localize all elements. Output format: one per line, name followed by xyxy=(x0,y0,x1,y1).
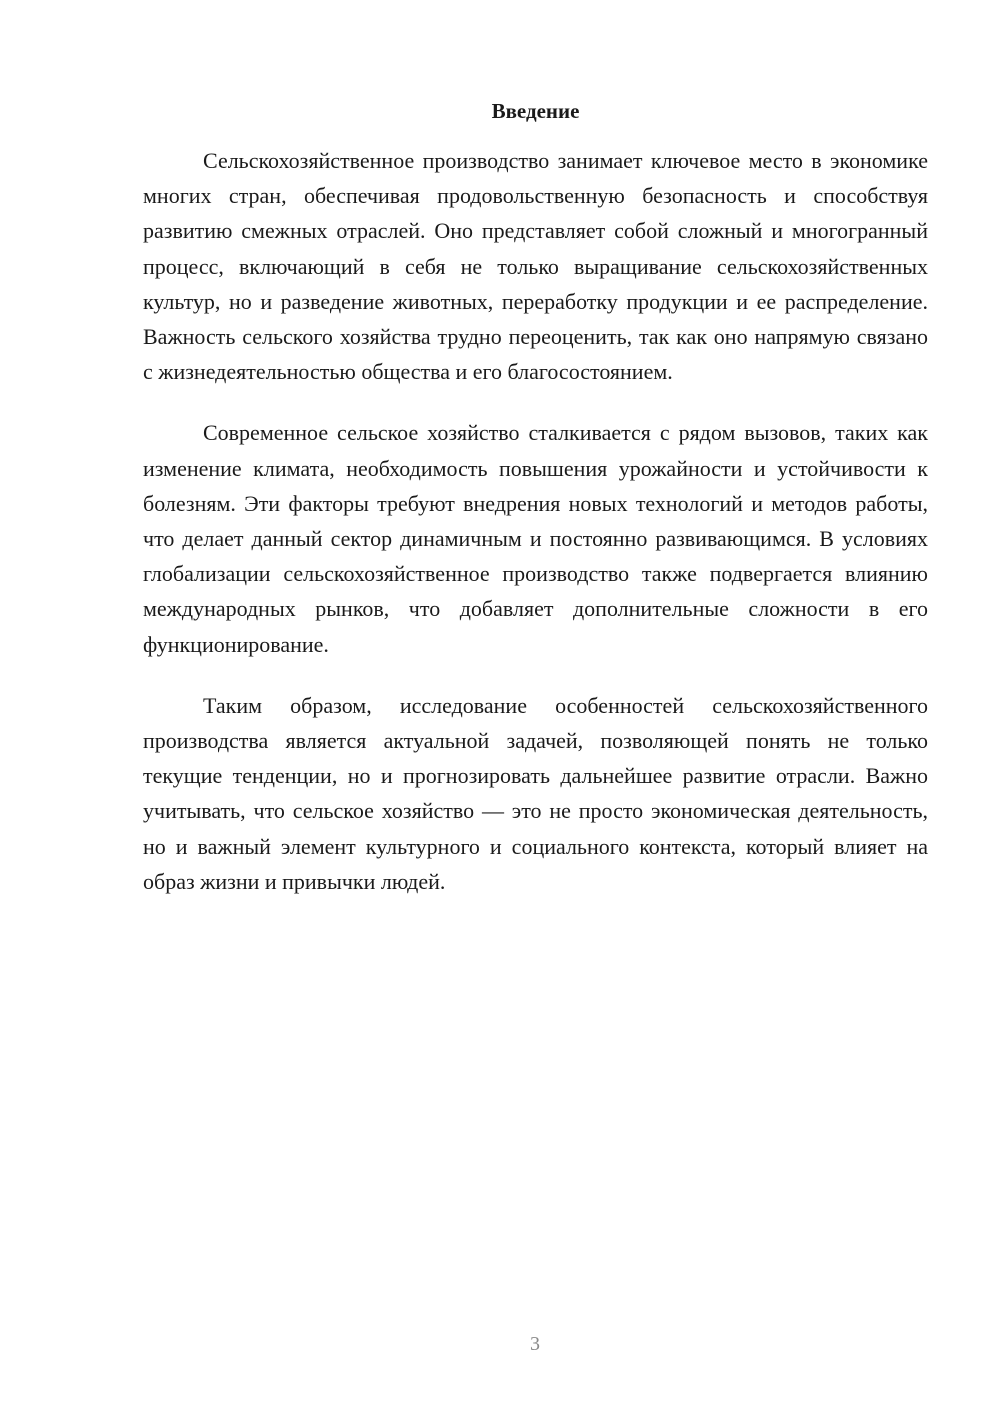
page-number: 3 xyxy=(530,1333,540,1355)
paragraph-1: Сельскохозяйственное производство занимает ключевое место в экономике многих стран, обеспечивая продовольственную безопасность и способствуя развитию смежных отраслей. Оно представляет собой сложный и многогранный процесс, включающий в себя не только выращивание сельскохозяйственных культур, но и разведение животных, переработку продукции и ее распределение. Важность сельского хозяйства трудно переоценить, так как оно напрямую связано с жизнедеятельностью общества и его благосостоянием. xyxy=(143,148,928,385)
section-heading: Введение xyxy=(491,99,580,123)
paragraph-2: Современное сельское хозяйство сталкивается с рядом вызовов, таких как изменение климата, необходимость повышения урожайности и устойчивости к болезням. Эти факторы требуют внедрения новых технологий и методов работы, что делает данный сектор динамичным и постоянно развивающимся. В условиях глобализации сельскохозяйственное производство также подвергается влиянию международных рынков, что добавляет дополнительные сложности в его функционирование. xyxy=(143,420,928,657)
body-text xyxy=(143,143,928,925)
paragraph-3: Таким образом, исследование особенностей сельскохозяйственного производства является актуальной задачей, позволяющей понять не только текущие тенденции, но и прогнозировать дальнейшее развитие отрасли. Важно учитывать, что сельское хозяйство — это не просто экономическая деятельность, но и важный элемент культурного и социального контекста, который влияет на образ жизни и привычки людей. xyxy=(143,692,928,894)
